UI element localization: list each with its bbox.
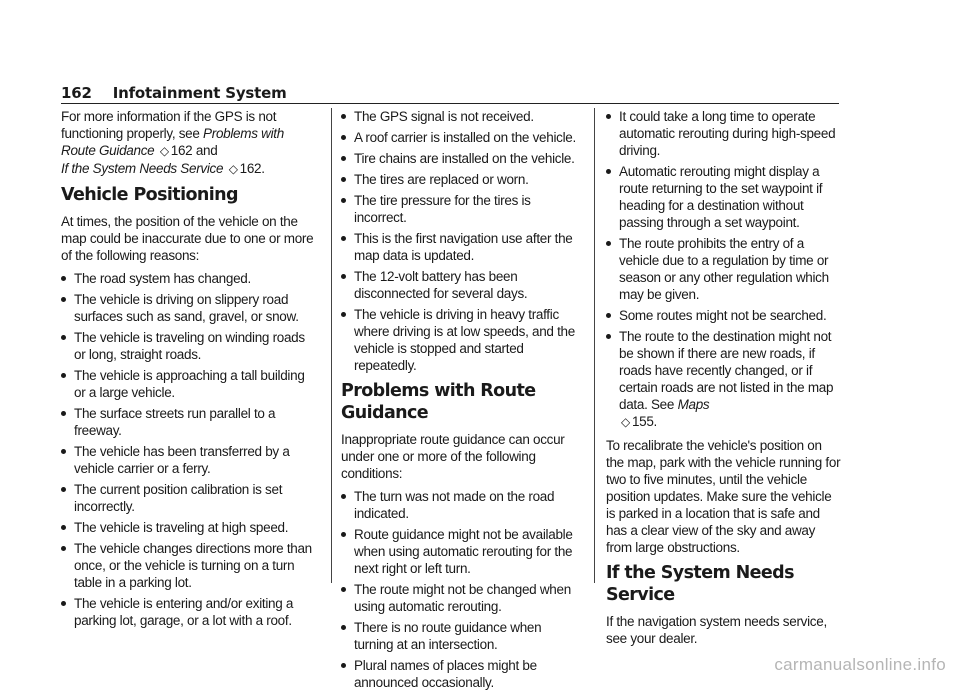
- route-guidance-list-continued: [606, 108, 842, 431]
- page-number: 162: [61, 84, 92, 102]
- column-3: [606, 108, 842, 653]
- watermark: carmanualsonline.info: [774, 655, 946, 674]
- list-item: The GPS signal is not received.: [341, 108, 581, 125]
- list-item: The vehicle is approaching a tall building or a large vehicle.: [61, 367, 317, 401]
- list-item: The surface streets run parallel to a freeway.: [61, 405, 317, 439]
- list-item: The vehicle is driving in heavy traffic where driving is at low speeds, and the vehicle is stopped and started repeatedly.: [341, 306, 581, 374]
- and-text: and: [195, 143, 218, 158]
- system-needs-service-link[interactable]: If the System Needs Service: [61, 161, 224, 176]
- list-item: The turn was not made on the road indicated.: [341, 488, 581, 522]
- column-divider: [331, 108, 332, 583]
- list-item: The 12-volt battery has been disconnected for several days.: [341, 268, 581, 302]
- list-item: The route prohibits the entry of a vehicle due to a regulation by time or season or any other regulation which may be given.: [606, 235, 842, 303]
- system-needs-service-paragraph: If the navigation system needs service, see your dealer.: [606, 614, 827, 646]
- list-item: The vehicle is traveling at high speed.: [61, 519, 317, 536]
- list-item: The route might not be changed when using automatic rerouting.: [341, 581, 581, 615]
- gps-reference-paragraph: [61, 108, 317, 178]
- list-item: It could take a long time to operate automatic rerouting during high-speed driving.: [606, 108, 842, 159]
- header-rule: [61, 103, 839, 104]
- problems-route-guidance-link[interactable]: Problems with Route Guidance: [61, 126, 284, 158]
- page-header: [61, 84, 839, 102]
- list-item: A roof carrier is installed on the vehicle.: [341, 129, 581, 146]
- intro-text: For more information if the GPS is not functioning properly, see: [61, 109, 277, 141]
- vehicle-positioning-heading: Vehicle Positioning: [61, 185, 238, 205]
- page-reference-icon: ◇: [621, 415, 630, 429]
- list-item: This is the first navigation use after the map data is updated.: [341, 230, 581, 264]
- list-item: The vehicle has been transferred by a vehicle carrier or a ferry.: [61, 443, 317, 477]
- list-item: Automatic rerouting might display a route returning to the set waypoint if heading for a destination without passing through a set waypoint.: [606, 163, 842, 231]
- list-item: The vehicle is traveling on winding roads or long, straight roads.: [61, 329, 317, 363]
- list-item: Tire chains are installed on the vehicle.: [341, 150, 581, 167]
- list-item: The vehicle is entering and/or exiting a parking lot, garage, or a lot with a roof.: [61, 595, 317, 629]
- route-guidance-list: [341, 488, 581, 691]
- vehicle-positioning-list-continued: [341, 108, 581, 374]
- route-guidance-heading: Problems with Route Guidance: [341, 381, 536, 423]
- page-ref-3[interactable]: 155.: [631, 414, 658, 429]
- list-item: Route guidance might not be available when using automatic rerouting for the next right or left turn.: [341, 526, 581, 577]
- column-divider: [594, 108, 595, 583]
- route-guidance-paragraph: Inappropriate route guidance can occur under one or more of the following conditions:: [341, 432, 565, 481]
- list-item: [606, 328, 842, 431]
- page-reference-icon: ◇: [159, 144, 169, 158]
- column-2: [341, 108, 581, 697]
- list-item: The tire pressure for the tires is incorrect.: [341, 192, 581, 226]
- page-ref-2[interactable]: 162.: [239, 161, 265, 176]
- list-item: The road system has changed.: [61, 270, 317, 287]
- maps-link[interactable]: Maps: [677, 397, 710, 412]
- system-needs-service-heading: If the System Needs Service: [606, 563, 794, 605]
- page-reference-icon: ◇: [228, 162, 238, 176]
- list-item: The tires are replaced or worn.: [341, 171, 581, 188]
- column-1: [61, 108, 317, 635]
- vehicle-positioning-paragraph: At times, the position of the vehicle on the map could be inaccurate due to one or more of the following reasons:: [61, 214, 314, 263]
- list-item: The vehicle is driving on slippery road surfaces such as sand, gravel, or snow.: [61, 291, 317, 325]
- list-item: Plural names of places might be announced occasionally.: [341, 657, 581, 691]
- section-title: Infotainment System: [112, 84, 287, 102]
- list-item: The vehicle changes directions more than once, or the vehicle is turning on a turn table in a parking lot.: [61, 540, 317, 591]
- list-item-text: The route to the destination might not be shown if there are new roads, if roads have recently changed, or if certain roads are not listed in the map data. See: [619, 329, 834, 412]
- list-item: The current position calibration is set incorrectly.: [61, 481, 317, 515]
- recalibrate-paragraph: To recalibrate the vehicle's position on the map, park with the vehicle running for two to five minutes, until the vehicle position updates. Make sure the vehicle is parked in a location that is safe and has a clear view of the sky and away from large obstructions.: [606, 438, 841, 555]
- page-ref-1[interactable]: 162: [170, 143, 193, 158]
- list-item: Some routes might not be searched.: [606, 307, 842, 324]
- list-item: There is no route guidance when turning at an intersection.: [341, 619, 581, 653]
- vehicle-positioning-list: [61, 270, 317, 629]
